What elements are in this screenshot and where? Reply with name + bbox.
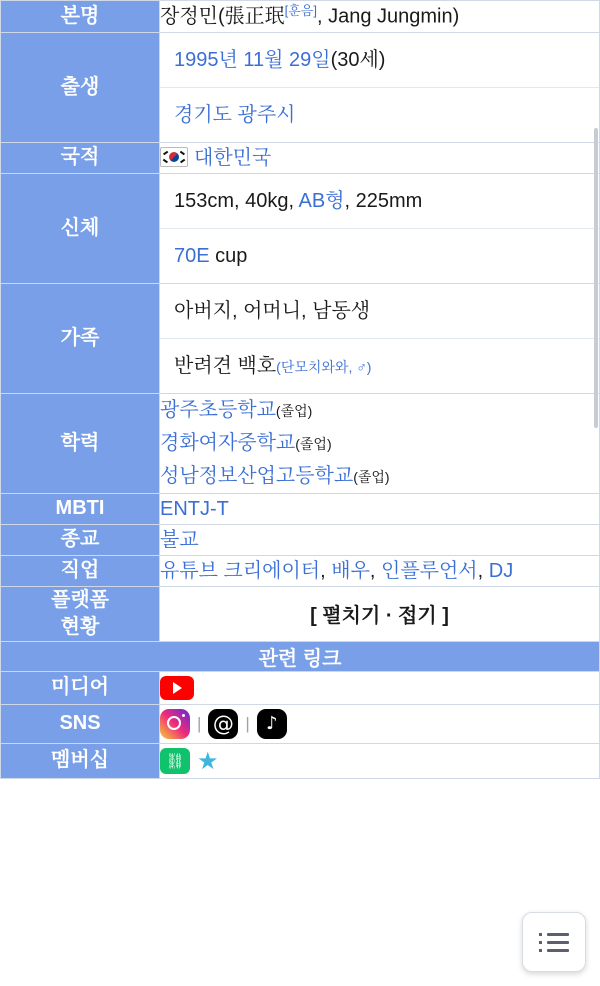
occupation-link-actor[interactable]: 배우 xyxy=(331,559,370,582)
page-scrollbar[interactable] xyxy=(594,128,598,428)
cupsize-link[interactable]: 70E xyxy=(174,244,210,267)
value-line-cup xyxy=(160,229,599,283)
value-line-middle xyxy=(160,427,599,460)
section-header-related-links xyxy=(1,641,600,671)
age-text: (30세) xyxy=(330,48,386,71)
row-value-family xyxy=(160,283,600,393)
table-row-platform-status xyxy=(1,586,600,641)
table-row-mbti xyxy=(1,493,600,524)
star-icon[interactable]: ★ xyxy=(197,746,219,775)
row-label-family: 가족 xyxy=(1,283,160,393)
text-segment: 장정민(張正珉 xyxy=(160,5,285,28)
pet-breed-link[interactable]: (단모치와와, ♂) xyxy=(276,358,372,375)
value-line-high xyxy=(160,460,599,493)
row-label-mbti: MBTI xyxy=(1,493,160,524)
occupation-link-youtuber[interactable]: 유튜브 크리에이터 xyxy=(160,559,321,582)
table-row-body xyxy=(1,173,600,283)
value-line-members xyxy=(160,284,599,339)
list-icon xyxy=(539,928,569,957)
row-value-mbti xyxy=(160,493,600,524)
sns-icon-row xyxy=(160,705,599,743)
table-row-occupation xyxy=(1,555,600,586)
table-row-nationality xyxy=(1,142,600,173)
text-segment: , Jang Jungmin) xyxy=(316,5,460,28)
flag-korea-icon xyxy=(160,147,188,167)
platform-label-line1: 플랫폼 xyxy=(51,588,109,611)
value-line-birthplace xyxy=(160,88,599,142)
row-value-real-name xyxy=(160,1,600,33)
mbti-link[interactable]: ENTJ-T xyxy=(160,497,229,520)
text-segment: , xyxy=(477,559,489,582)
middle-school-link[interactable]: 경화여자중학교 xyxy=(160,431,296,454)
row-value-media xyxy=(160,671,600,704)
row-value-birth xyxy=(160,32,600,142)
footnote-link[interactable]: [훈음] xyxy=(284,3,317,18)
status-text: (졸업) xyxy=(353,468,390,485)
value-line-pet xyxy=(160,339,599,393)
text-segment: , xyxy=(320,559,332,582)
membership-icon-row xyxy=(160,744,599,778)
text-segment: 153cm, 40kg, xyxy=(174,189,299,212)
row-label-occupation: 직업 xyxy=(1,555,160,586)
table-row-family xyxy=(1,283,600,393)
value-line-elementary xyxy=(160,394,599,427)
threads-icon[interactable]: @ xyxy=(208,709,238,739)
row-label-platform-status xyxy=(1,586,160,641)
text-segment: 아버지, 어머니, 남동생 xyxy=(174,299,371,322)
table-row-education xyxy=(1,393,600,493)
birthdate-link[interactable]: 1995년 11월 29일 xyxy=(174,48,331,71)
high-school-link[interactable]: 성남정보산업고등학교 xyxy=(160,464,354,487)
row-value-education xyxy=(160,393,600,493)
occupation-link-influencer[interactable]: 인플루언서 xyxy=(381,559,478,582)
row-value-sns xyxy=(160,704,600,743)
table-row-media xyxy=(1,671,600,704)
occupation-link-dj[interactable]: DJ xyxy=(488,559,514,582)
row-label-religion: 종교 xyxy=(1,524,160,555)
value-line xyxy=(160,1,599,32)
value-line-measurements xyxy=(160,174,599,229)
table-row-membership xyxy=(1,743,600,778)
icon-separator: | xyxy=(197,713,202,733)
row-label-body: 신체 xyxy=(1,173,160,283)
row-label-sns: SNS xyxy=(1,704,160,743)
icon-separator: | xyxy=(245,713,250,733)
text-segment: , xyxy=(369,559,382,582)
bloodtype-link[interactable]: AB형 xyxy=(298,189,345,212)
row-label-real-name: 본명 xyxy=(1,1,160,33)
table-row-birth xyxy=(1,32,600,142)
table-row-religion xyxy=(1,524,600,555)
table-row-real-name xyxy=(1,1,600,33)
infobox-body xyxy=(1,1,600,779)
platform-expand-collapse-toggle[interactable]: [ 펼치기 · 접기 ] xyxy=(160,586,600,641)
row-value-occupation xyxy=(160,555,600,586)
instagram-icon[interactable] xyxy=(160,709,190,739)
link-icon[interactable]: ⛓ xyxy=(160,748,190,774)
elementary-school-link[interactable]: 광주초등학교 xyxy=(160,398,276,421)
text-segment: cup xyxy=(209,244,248,267)
row-label-education: 학력 xyxy=(1,393,160,493)
row-label-media: 미디어 xyxy=(1,671,160,704)
tiktok-icon[interactable]: ♪ xyxy=(257,709,287,739)
status-text: (졸업) xyxy=(295,435,332,452)
table-row-sns xyxy=(1,704,600,743)
media-icon-row xyxy=(160,672,599,704)
religion-link[interactable]: 불교 xyxy=(160,528,199,551)
toc-button[interactable] xyxy=(522,912,586,972)
value-line-birthdate xyxy=(160,33,599,88)
row-label-membership: 멤버십 xyxy=(1,743,160,778)
youtube-icon[interactable] xyxy=(160,676,194,700)
row-value-body xyxy=(160,173,600,283)
platform-label-line2: 현황 xyxy=(60,615,100,638)
text-segment: , 225mm xyxy=(344,189,423,212)
row-value-religion xyxy=(160,524,600,555)
related-links-title: 관련 링크 xyxy=(1,641,600,671)
row-label-nationality: 국적 xyxy=(1,142,160,173)
nationality-link[interactable]: 대한민국 xyxy=(194,146,272,169)
row-value-nationality xyxy=(160,142,600,173)
row-label-birth: 출생 xyxy=(1,32,160,142)
status-text: (졸업) xyxy=(275,402,313,419)
text-segment: 반려견 백호 xyxy=(174,354,277,377)
row-value-membership xyxy=(160,743,600,778)
birthplace-link[interactable]: 경기도 광주시 xyxy=(174,103,296,126)
